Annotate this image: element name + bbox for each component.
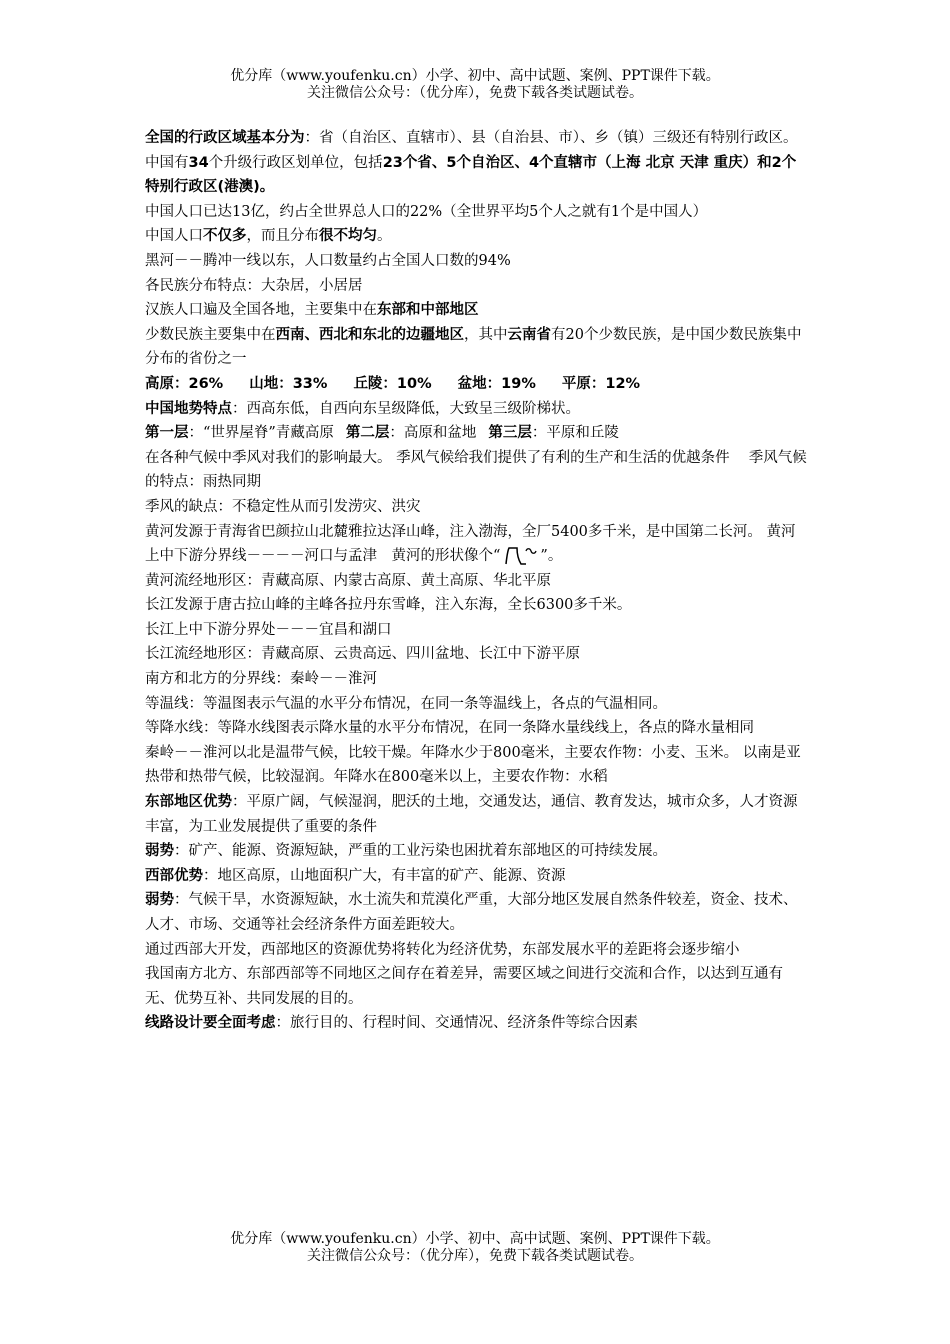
page-header — [0, 68, 950, 102]
bold-term: 23个省、5个自治区、4个直辖市（上海 北京 天津 重庆）和2个特别行政区(港澳)。 — [145, 154, 797, 196]
text: 黄河发源于青海省巴颜拉山北麓雅拉达泽山峰，注入渤海，全厂5400多千米，是中国第二长河。 黄河上中下游分界线－－－－河口与孟津 黄河的形状像个“ — [145, 523, 796, 565]
text: 汉族人口遍及全国各地，主要集中在 — [145, 302, 377, 319]
paragraph-terrain-features — [145, 397, 807, 422]
bold-term: 弱势 — [145, 843, 174, 860]
header-line-1: 优分库（www.youfenku.cn）小学、初中、高中试题、案例、PPT课件下载。 — [230, 68, 720, 84]
bold-term: 弱势 — [145, 892, 174, 909]
text: 中国人口 — [145, 228, 203, 245]
paragraph-qinling-huaihe: 秦岭－－淮河以北是温带气候，比较干燥。年降水少于800毫米，主要农作物：小麦、玉米。 以南是亚热带和热带气候，比较湿润。年降水在800毫米以上，主要农作物：水稻 — [145, 744, 801, 786]
text: ”。 — [540, 548, 563, 565]
bold-term: 第三层 — [488, 425, 532, 442]
text: 少数民族主要集中在 — [145, 326, 276, 343]
page-footer — [0, 1231, 950, 1265]
text: ：平原和丘陵 — [531, 425, 619, 442]
paragraph-terrain-steps — [145, 421, 807, 446]
paragraph-yellow-river-terrain: 黄河流经地形区：青藏高原、内蒙古高原、黄土高原、华北平原 — [145, 572, 551, 589]
paragraph-isohyet: 等降水线：等降水线图表示降水量的水平分布情况，在同一条降水量线线上，各点的降水量相同 — [145, 720, 754, 737]
bold-term: 第一层 — [145, 425, 189, 442]
text: 个升级行政区划单位，包括 — [208, 154, 383, 171]
paragraph-western-development: 通过西部大开发，西部地区的资源优势将转化为经济优势，东部发展水平的差距将会逐步缩小 — [145, 941, 740, 958]
bold-term: 不仅多 — [203, 228, 247, 245]
text: 有20个少数民族，是中国少数民族集中分布的省份之一 — [145, 326, 802, 368]
text: ：西高东低，自西向东呈级降低，大致呈三级阶梯状。 — [232, 400, 580, 417]
bold-term: 西南、西北和东北的边疆地区 — [275, 326, 464, 343]
terrain-mountain: 山地：33% — [249, 375, 328, 392]
bold-term: 线路设计要全面考虑 — [145, 1015, 276, 1032]
header-line-2: 关注微信公众号：（优分库），免费下载各类试题试卷。 — [307, 85, 643, 101]
paragraph-ethnic-distribution: 各民族分布特点：大杂居，小居居 — [145, 277, 363, 294]
paragraph-yangtze: 长江发源于唐古拉山峰的主峰各拉丹东雪峰，注入东海，全长6300多千米。 — [145, 597, 632, 614]
paragraph-heihe-tengchong: 黑河－－腾冲一线以东，人口数量约占全国人口数的94% — [145, 252, 511, 269]
paragraph-west-advantages — [145, 864, 807, 889]
bold-term: 34 — [188, 154, 209, 171]
text: ：气候干旱，水资源短缺，水土流失和荒漠化严重，大部分地区发展自然条件较差，资金、技术、人才、市场、交通等社会经济条件方面差距较大。 — [145, 892, 798, 933]
paragraph-east-advantages — [145, 790, 807, 839]
paragraph-monsoon: 在各种气候中季风对我们的影响最大。 季风气候给我们提供了有利的生产和生活的优越条件 季风气候的特点：雨热同期 — [145, 449, 807, 491]
text: 。 — [377, 228, 392, 245]
text: ，其中 — [464, 326, 508, 343]
bold-term: 东部和中部地区 — [377, 302, 479, 319]
bold-term: 第二层 — [345, 425, 390, 442]
paragraph-north-south-line: 南方和北方的分界线：秦岭－－淮河 — [145, 671, 377, 688]
terrain-basin: 盆地：19% — [457, 375, 536, 392]
yellow-river-shape-icon — [500, 545, 540, 567]
footer-line-2: 关注微信公众号：（优分库），免费下载各类试题试卷。 — [307, 1248, 643, 1264]
bold-term: 云南省 — [507, 326, 551, 343]
terrain-plateau: 高原：26% — [145, 375, 224, 392]
bold-term: 西部优势 — [145, 867, 203, 884]
paragraph-monsoon-drawbacks: 季风的缺点：不稳定性从而引发涝灾、洪灾 — [145, 498, 421, 515]
paragraph-yangtze-divisions: 长江上中下游分界处－－－宜昌和湖口 — [145, 621, 392, 638]
text: ，而且分布 — [246, 228, 319, 245]
paragraph-yellow-river — [145, 520, 807, 569]
text: ：地区高原，山地面积广大，有丰富的矿产、能源、资源 — [203, 867, 566, 884]
paragraph-yangtze-terrain: 长江流经地形区：青藏高原、云贵高远、四川盆地、长江中下游平原 — [145, 646, 580, 663]
bold-term: 全国的行政区域基本分为 — [145, 130, 305, 146]
terrain-plain: 平原：12% — [561, 375, 641, 392]
terrain-hill: 丘陵：10% — [353, 375, 432, 392]
document-body — [145, 126, 807, 1036]
paragraph-population-distribution — [145, 224, 807, 249]
bold-term: 东部地区优势 — [145, 794, 232, 811]
paragraph-han-population — [145, 298, 807, 323]
paragraph-terrain-ratios — [145, 372, 807, 397]
paragraph-east-weakness — [145, 839, 807, 864]
paragraph-admin-divisions — [145, 126, 807, 200]
paragraph-population: 中国人口已达13亿，约占全世界总人口的22%（全世界平均5个人之就有1个是中国人） — [145, 203, 708, 220]
paragraph-regional-cooperation: 我国南方北方、东部西部等不同地区之间存在着差异，需要区域之间进行交流和合作，以达到互通有无、优势互补、共同发展的目的。 — [145, 966, 783, 1007]
bold-term: 中国地势特点 — [145, 400, 232, 417]
text: ：矿产、能源、资源短缺，严重的工业污染也困扰着东部地区的可持续发展。 — [174, 843, 667, 860]
paragraph-west-weakness — [145, 888, 807, 937]
text: ：旅行目的、行程时间、交通情况、经济条件等综合因素 — [275, 1015, 638, 1032]
paragraph-isotherm: 等温线：等温图表示气温的水平分布情况，在同一条等温线上，各点的气温相同。 — [145, 695, 667, 712]
bold-term: 很不均匀 — [319, 228, 377, 245]
text: ：省（自治区、直辖市）、县（自治县、市）、乡（镇）三级还有特别行政区。 中国有 — [145, 130, 798, 171]
paragraph-minorities — [145, 323, 807, 372]
paragraph-route-design — [145, 1011, 807, 1036]
text: ：“世界屋脊”青藏高原 — [188, 425, 334, 442]
text: ：平原广阔，气候湿润，肥沃的土地，交通发达，通信、教育发达，城市众多，人才资源丰富，为工业发展提供了重要的条件 — [145, 794, 798, 835]
footer-line-1: 优分库（www.youfenku.cn）小学、初中、高中试题、案例、PPT课件下载。 — [230, 1231, 720, 1247]
text: ：高原和盆地 — [389, 425, 477, 442]
